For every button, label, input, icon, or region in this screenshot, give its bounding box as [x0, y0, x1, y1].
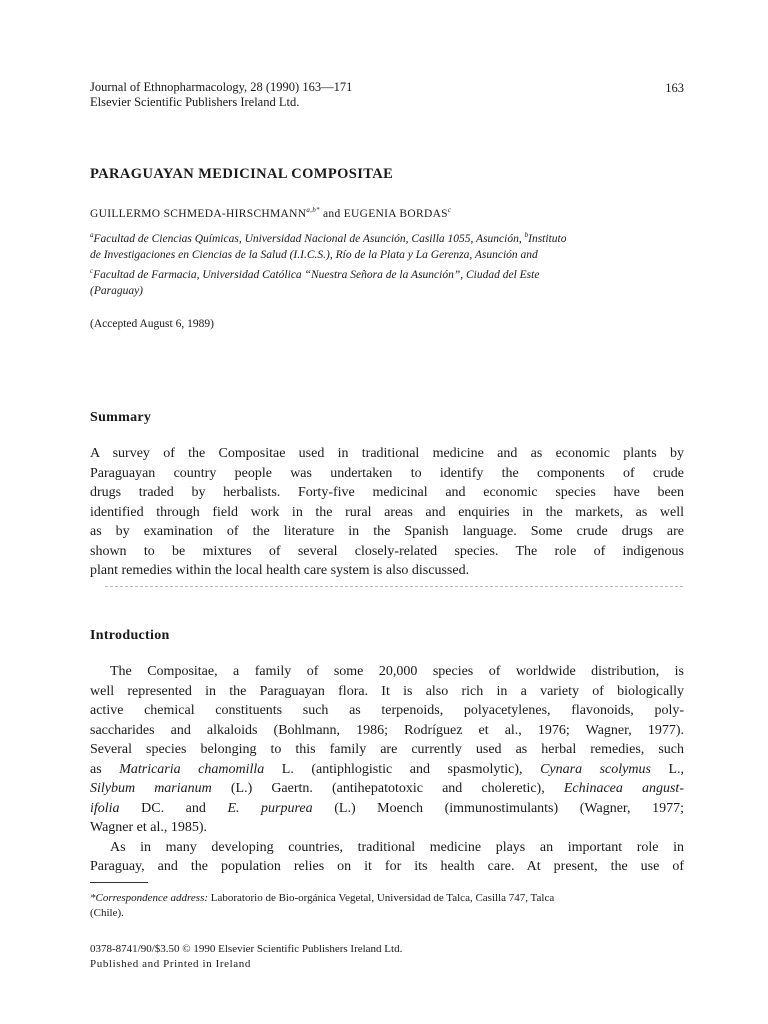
text-line: Several species belonging to this family are currently used as herbal remedies, such: [90, 742, 684, 757]
text-line: The Compositae, a family of some 20,000 species of worldwide distribution, is: [110, 664, 684, 679]
affiliation-mark: a,b*: [306, 206, 320, 214]
text-line: [90, 779, 684, 799]
text-line: drugs traded by herbalists. Forty-five medicinal and economic species have been: [90, 485, 684, 500]
copyright-line: 0378-8741/90/$3.50 © 1990 Elsevier Scientific Publishers Ireland Ltd.: [90, 943, 403, 955]
text-line: Paraguay, and the population relies on it for its health care. At present, the use of: [90, 859, 684, 874]
text-line: [90, 760, 684, 780]
species-name: Silybum marianum: [90, 781, 212, 796]
text-line: [90, 799, 684, 819]
summary-paragraph: [90, 444, 684, 581]
text-line: shown to be mixtures of several closely-related species. The role of indigenous: [90, 543, 684, 559]
text-line: saccharides and alkaloids (Bohlmann, 1986; Rodríguez et al., 1976; Wagner, 1977).: [90, 722, 684, 738]
affiliation-text: Facultad de Ciencias Químicas, Universidad Nacional de Asunción, Casilla 1055, Asunción,: [93, 232, 525, 245]
accepted-date: (Accepted August 6, 1989): [90, 318, 214, 330]
species-name: E. purpurea: [227, 800, 313, 816]
affiliations: [90, 227, 690, 299]
author-name: EUGENIA BORDAS: [343, 207, 448, 220]
section-heading-introduction: Introduction: [90, 628, 170, 643]
affiliation-text: Facultad de Farmacia, Universidad Católica “Nuestra Señora de la Asunción”, Ciudad del Este: [93, 268, 540, 281]
footnote-label: *Correspondence address:: [90, 892, 209, 904]
text-line: well represented in the Paraguayan flora. It is also rich in a variety of biologically: [90, 683, 684, 699]
footnote-rule: [90, 882, 148, 883]
footnote-text: Laboratorio de Bio-orgánica Vegetal, Universidad de Talca, Casilla 747, Talca: [208, 892, 555, 904]
journal-citation: Journal of Ethnopharmacology, 28 (1990) 163—171: [90, 80, 353, 94]
publisher-line: Elsevier Scientific Publishers Ireland Ltd.: [90, 95, 300, 109]
affiliation-mark: a: [90, 231, 94, 239]
text-line: Paraguayan country people was undertaken to identify the components of crude: [90, 465, 684, 481]
text-line: plant remedies within the local health care system is also discussed.: [90, 563, 470, 578]
text-line: as by examination of the literature in the Spanish language. Some crude drugs are: [90, 524, 684, 539]
text-line: As in many developing countries, traditional medicine plays an important role in: [110, 839, 684, 855]
section-divider: [105, 586, 683, 587]
text-run: (L.) Gaertn. (antihepatotoxic and choleretic),: [211, 781, 564, 796]
text-line: active chemical constituents such as terpenoids, polyacetylenes, flavonoids, poly-: [90, 703, 684, 718]
affiliation-mark: c: [90, 266, 94, 275]
affiliation-mark: b: [524, 231, 529, 239]
affiliation-text: Instituto: [528, 232, 567, 245]
affiliation-text: de Investigaciones en Ciencias de la Salud (I.I.C.S.), Río de la Plata y La Gerenza, Asunción and: [90, 248, 538, 261]
footnote: [90, 891, 684, 921]
text-run: DC. and: [119, 800, 228, 816]
text-line: A survey of the Compositae used in traditional medicine and as economic plants by: [90, 446, 684, 461]
text-line: Wagner et al., 1985).: [90, 820, 208, 835]
species-name: ifolia: [90, 800, 120, 816]
species-name: Echinacea angust-: [563, 781, 684, 796]
text-run: L. (antiphlogistic and spasmolytic),: [264, 761, 541, 777]
printed-line: Published and Printed in Ireland: [90, 958, 251, 970]
affiliation-text: (Paraguay): [90, 284, 144, 297]
copyright-block: [90, 942, 402, 972]
text-run: (L.) Moench (immunostimulants) (Wagner, 1977;: [312, 800, 684, 816]
article-title: PARAGUAYAN MEDICINAL COMPOSITAE: [90, 166, 394, 182]
text-run: L.,: [650, 761, 685, 777]
introduction-paragraph: [90, 662, 684, 877]
affiliation-mark: c: [447, 206, 452, 214]
author-name: GUILLERMO SCHMEDA-HIRSCHMANN: [90, 207, 307, 220]
text-line: identified through field work in the rural areas and enquiries in the markets, as well: [90, 504, 684, 520]
section-heading-summary: Summary: [90, 410, 152, 425]
footnote-text: (Chile).: [90, 907, 124, 919]
text-run: as: [90, 761, 120, 777]
author-list: [90, 206, 451, 220]
author-joiner: and: [319, 207, 344, 220]
species-name: Matricaria chamomilla: [119, 761, 265, 777]
species-name: Cynara scolymus: [540, 761, 651, 777]
page-number: 163: [665, 81, 684, 95]
